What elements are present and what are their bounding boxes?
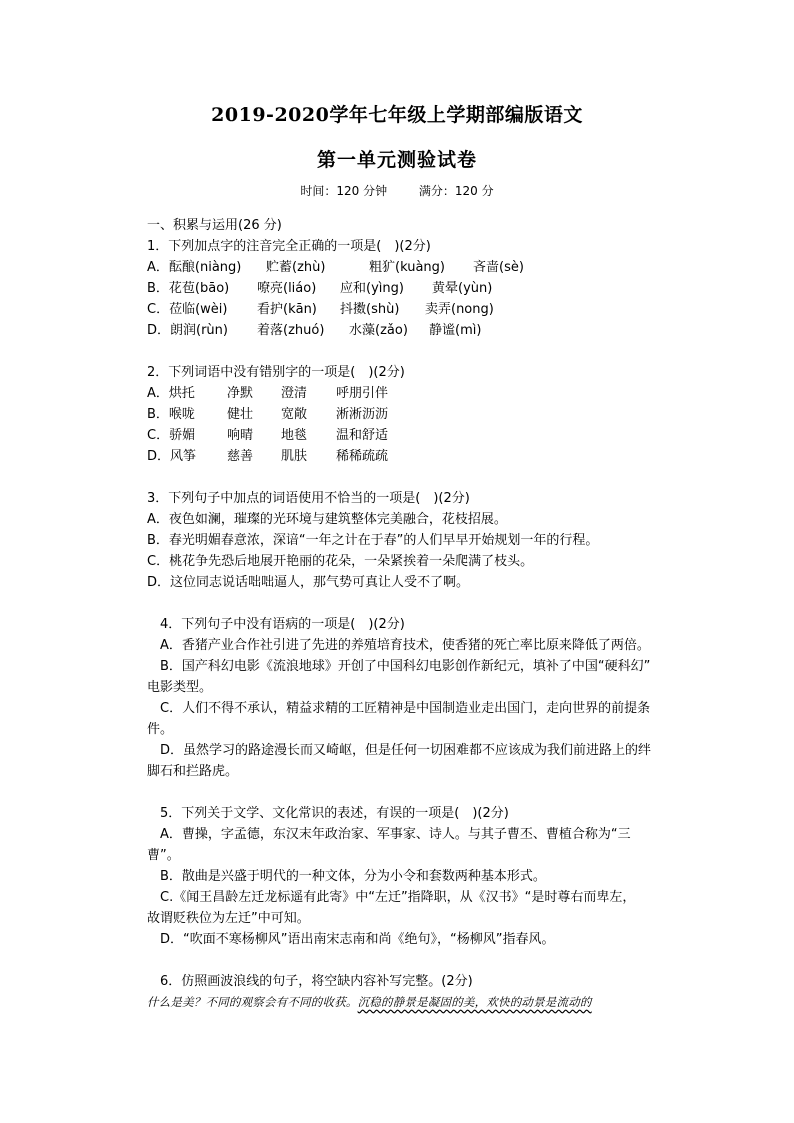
question-4-option-c: C．人们不得不承认，精益求精的工匠精神是中国制造业走出国门，走向世界的前提条 xyxy=(160,701,651,716)
option-item: 健壮 xyxy=(227,407,254,422)
question-4-option-b-cont: 电影类型。 xyxy=(147,680,213,695)
option-item: 地毯 xyxy=(281,428,308,443)
option-item: 温和舒适 xyxy=(336,428,389,443)
option-item: D．风筝 xyxy=(147,449,197,464)
passage-wavy-underlined: 沉稳的静景是凝固的美，欢快的动景是流动的 xyxy=(357,995,592,1009)
option-item: D．朗润(rùn) xyxy=(147,323,228,338)
question-2-option-a xyxy=(147,383,677,404)
exam-body xyxy=(147,215,677,1013)
option-item: B．花苞(bāo) xyxy=(147,281,230,296)
option-item: 淅淅沥沥 xyxy=(336,407,389,422)
question-4-option-b: B．国产科幻电影《流浪地球》开创了中国科幻电影创作新纪元，填补了中国“硬科幻” xyxy=(160,659,651,674)
option-item: 嘹亮(liáo) xyxy=(257,281,317,296)
option-item: 卖弄(nong) xyxy=(425,302,494,317)
option-item: 澄清 xyxy=(281,386,308,401)
exam-title-line1: 2019-2020学年七年级上学期部编版语文 xyxy=(211,104,583,126)
question-2-option-b xyxy=(147,404,677,425)
option-item: 贮蓄(zhù) xyxy=(266,260,326,275)
option-item: 水藻(zǎo) xyxy=(349,323,408,338)
option-item: A．烘托 xyxy=(147,386,195,401)
option-item: 粗犷(kuàng) xyxy=(369,260,445,275)
question-3-option-a: A．夜色如澜，璀璨的光环境与建筑整体完美融合，花枝招展。 xyxy=(147,512,507,527)
question-5-stem: 5．下列关于文学、文化常识的表述，有误的一项是( )(2分) xyxy=(160,806,509,821)
option-item: 静谧(mì) xyxy=(429,323,482,338)
option-item: 慈善 xyxy=(227,449,254,464)
option-item: 宽敞 xyxy=(281,407,308,422)
option-item: 肌肤 xyxy=(281,449,308,464)
section-heading: 一、积累与运用(26 分) xyxy=(147,218,282,233)
question-1-option-d xyxy=(147,320,677,341)
question-1-option-a xyxy=(147,257,677,278)
exam-meta xyxy=(0,182,794,199)
option-item: 黄晕(yùn) xyxy=(432,281,493,296)
question-3-stem: 3．下列句子中加点的词语使用不恰当的一项是( )(2分) xyxy=(147,491,470,506)
question-1-stem: 1．下列加点字的注音完全正确的一项是( )(2分) xyxy=(147,239,431,254)
option-item: C．莅临(wèi) xyxy=(147,302,228,317)
question-5-option-c: C.《闻王昌龄左迁龙标遥有此寄》中“左迁”指降职，从《汉书》“是时尊右而卑左， xyxy=(160,890,636,905)
option-item: B．喉咙 xyxy=(147,407,195,422)
question-4-option-d: D．虽然学习的路途漫长而又崎岖，但是任何一切困难都不应该成为我们前进路上的绊 xyxy=(160,743,652,758)
option-item: C．骄媚 xyxy=(147,428,196,443)
question-5-option-c-cont: 故谓贬秩位为左迁”中可知。 xyxy=(147,911,310,926)
question-2-option-c xyxy=(147,425,677,446)
question-3-option-c: C．桃花争先恐后地展开艳丽的花朵，一朵紧挨着一朵爬满了枝头。 xyxy=(147,554,534,569)
option-item: 呼朋引伴 xyxy=(336,386,389,401)
question-3-option-b: B．春光明媚春意浓，深谙“一年之计在于春”的人们早早开始规划一年的行程。 xyxy=(147,533,599,548)
question-5-option-b: B．散曲是兴盛于明代的一种文体，分为小令和套数两种基本形式。 xyxy=(160,869,546,884)
question-6-stem: 6．仿照画波浪线的句子，将空缺内容补写完整。(2分) xyxy=(160,974,473,989)
question-5-option-d: D．“吹面不寒杨柳风”语出南宋志南和尚《绝句》，“杨柳风”指春风。 xyxy=(160,932,555,947)
option-item: A．酝酿(niàng) xyxy=(147,260,242,275)
full-score: 满分：120 分 xyxy=(418,184,494,198)
question-5-option-a-cont: 曹”。 xyxy=(147,848,180,863)
question-1-option-c xyxy=(147,299,677,320)
time-limit: 时间：120 分钟 xyxy=(300,184,388,198)
passage-plain: 什么是美？不同的观察会有不同的收获。 xyxy=(147,995,358,1009)
option-item: 应和(yìng) xyxy=(340,281,404,296)
question-2-option-d xyxy=(147,446,677,467)
option-item: 吝啬(sè) xyxy=(473,260,524,275)
question-2-stem: 2．下列词语中没有错别字的一项是( )(2分) xyxy=(147,365,405,380)
option-item: 净默 xyxy=(227,386,254,401)
question-3-option-d: D．这位同志说话咄咄逼人，那气势可真让人受不了啊。 xyxy=(147,575,470,590)
option-item: 稀稀疏疏 xyxy=(336,449,389,464)
option-item: 着落(zhuó) xyxy=(257,323,325,338)
option-item: 看护(kān) xyxy=(257,302,317,317)
question-1-option-b xyxy=(147,278,677,299)
question-4-option-d-cont: 脚石和拦路虎。 xyxy=(147,764,239,779)
option-item: 响晴 xyxy=(227,428,254,443)
question-6-passage xyxy=(147,992,677,1013)
option-item: 抖擞(shù) xyxy=(340,302,400,317)
exam-title-line2: 第一单元测验试卷 xyxy=(316,149,477,171)
question-4-option-c-cont: 件。 xyxy=(147,722,174,737)
question-4-stem: 4．下列句子中没有语病的一项是( )(2分) xyxy=(160,617,405,632)
question-4-option-a: A．香猪产业合作社引进了先进的养殖培育技术，使香猪的死亡率比原来降低了两倍。 xyxy=(160,638,650,653)
question-5-option-a: A．曹操，字孟德，东汉末年政治家、军事家、诗人。与其子曹丕、曹植合称为“三 xyxy=(160,827,631,842)
